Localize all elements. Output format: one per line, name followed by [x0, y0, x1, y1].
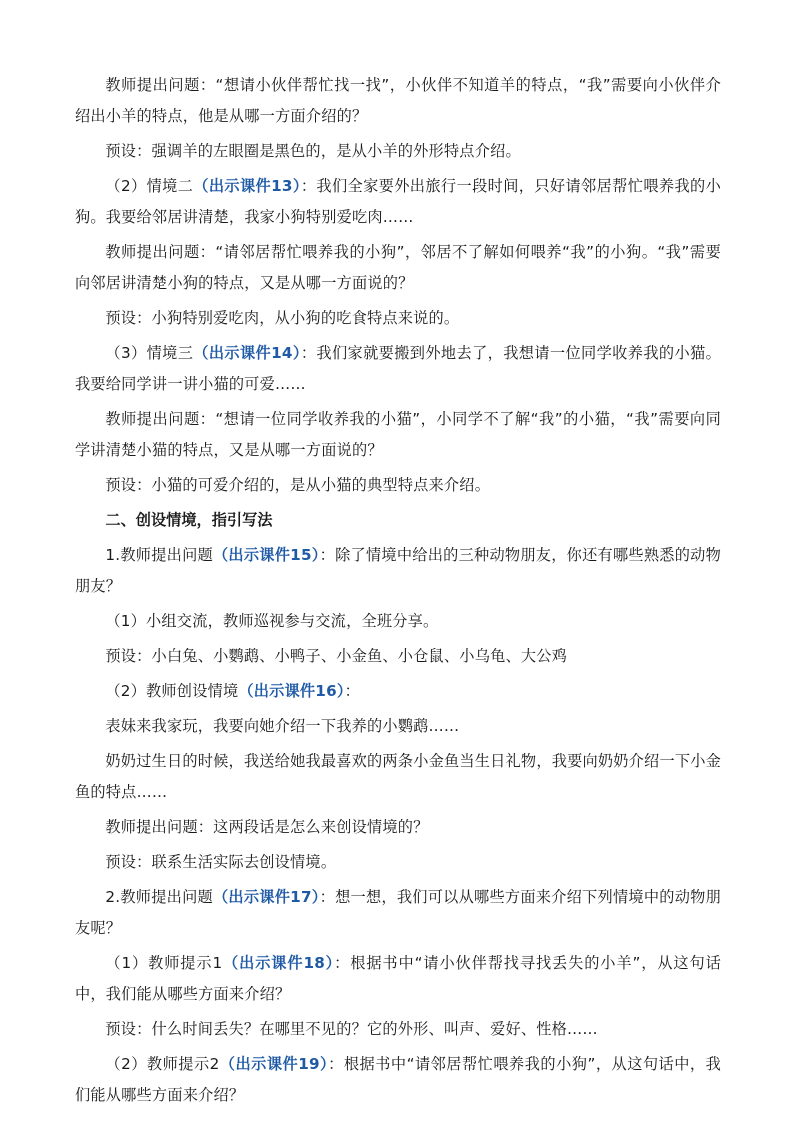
paragraph-teacher-scenario: （2）教师创设情境（出示课件16）：: [105, 682, 361, 700]
paragraph-preset-animals: 预设：小白兔、小鹦鹉、小鸭子、小金鱼、小仓鼠、小乌龟、大公鸡: [105, 647, 568, 665]
paragraph-preset-lost: 预设：什么时间丢失？在哪里不见的？它的外形、叫声、爱好、性格……: [105, 1020, 598, 1038]
paragraph-hint-two: （2）教师提示2（出示课件19）：根据书中“请邻居帮忙喂养我的小狗”，从这句话中，我们能从哪些方面来介绍？: [75, 1055, 721, 1104]
paragraph-question-cat: 教师提出问题：“想请一位同学收养我的小猫”，小同学不了解“我”的小猫，“我”需要向同学讲清楚小猫的特点，又是从哪一方面说的？: [75, 410, 721, 459]
courseware-reference: （出示课件13）: [193, 177, 301, 195]
document-page: [75, 70, 721, 1115]
courseware-reference: （出示课件17）: [212, 888, 320, 906]
paragraph-question-friends: 1.教师提出问题（出示课件15）：除了情境中给出的三种动物朋友，你还有哪些熟悉的动物朋友？: [75, 546, 722, 595]
paragraph-question-aspects: 2.教师提出问题（出示课件17）：想一想，我们可以从哪些方面来介绍下列情境中的动物朋友呢？: [75, 888, 722, 937]
paragraph-question-dog: 教师提出问题：“请邻居帮忙喂养我的小狗”，邻居不了解如何喂养“我”的小狗。“我”需要向邻居讲清楚小狗的特点，又是从哪一方面说的？: [75, 243, 721, 292]
paragraph-group-discussion: （1）小组交流，教师巡视参与交流，全班分享。: [105, 612, 439, 630]
paragraph-preset-life: 预设：联系生活实际去创设情境。: [105, 853, 337, 871]
courseware-reference: （出示课件15）: [212, 546, 320, 564]
paragraph-question-lamb: 教师提出问题：“想请小伙伴帮忙找一找”，小伙伴不知道羊的特点，“我”需要向小伙伴介绍出小羊的特点，他是从哪一方面介绍的？: [75, 76, 721, 125]
paragraph-preset-lamb: 预设：强调羊的左眼圈是黑色的，是从小羊的外形特点介绍。: [105, 142, 521, 160]
paragraph-question-scenario: 教师提出问题：这两段话是怎么来创设情境的？: [105, 818, 429, 836]
paragraph-cousin-parrot: 表妹来我家玩，我要向她介绍一下我养的小鹦鹉……: [105, 717, 460, 735]
section-heading: 二、创设情境，指引写法: [105, 511, 273, 529]
courseware-reference: （出示课件16）: [238, 682, 345, 700]
paragraph-scenario-three: （3）情境三（出示课件14）：我们家就要搬到外地去了，我想请一位同学收养我的小猫。我要给同学讲一讲小猫的可爱……: [75, 344, 721, 393]
paragraph-hint-one: （1）教师提示1（出示课件18）：根据书中“请小伙伴帮找寻找丢失的小羊”，从这句话中，我们能从哪些方面来介绍？: [75, 954, 721, 1003]
courseware-reference: （出示课件19）: [219, 1055, 329, 1073]
paragraph-preset-dog: 预设：小狗特别爱吃肉，从小狗的吃食特点来说的。: [105, 309, 460, 327]
paragraph-scenario-two: （2）情境二（出示课件13）：我们全家要外出旅行一段时间，只好请邻居帮忙喂养我的小狗。我要给邻居讲清楚，我家小狗特别爱吃肉……: [75, 177, 721, 226]
paragraph-grandma-goldfish: 奶奶过生日的时候，我送给她我最喜欢的两条小金鱼当生日礼物，我要向奶奶介绍一下小金鱼的特点……: [75, 752, 721, 801]
paragraph-preset-cat: 预设：小猫的可爱介绍的，是从小猫的典型特点来介绍。: [105, 476, 491, 494]
courseware-reference: （出示课件14）: [193, 344, 301, 362]
courseware-reference: （出示课件18）: [222, 954, 335, 972]
